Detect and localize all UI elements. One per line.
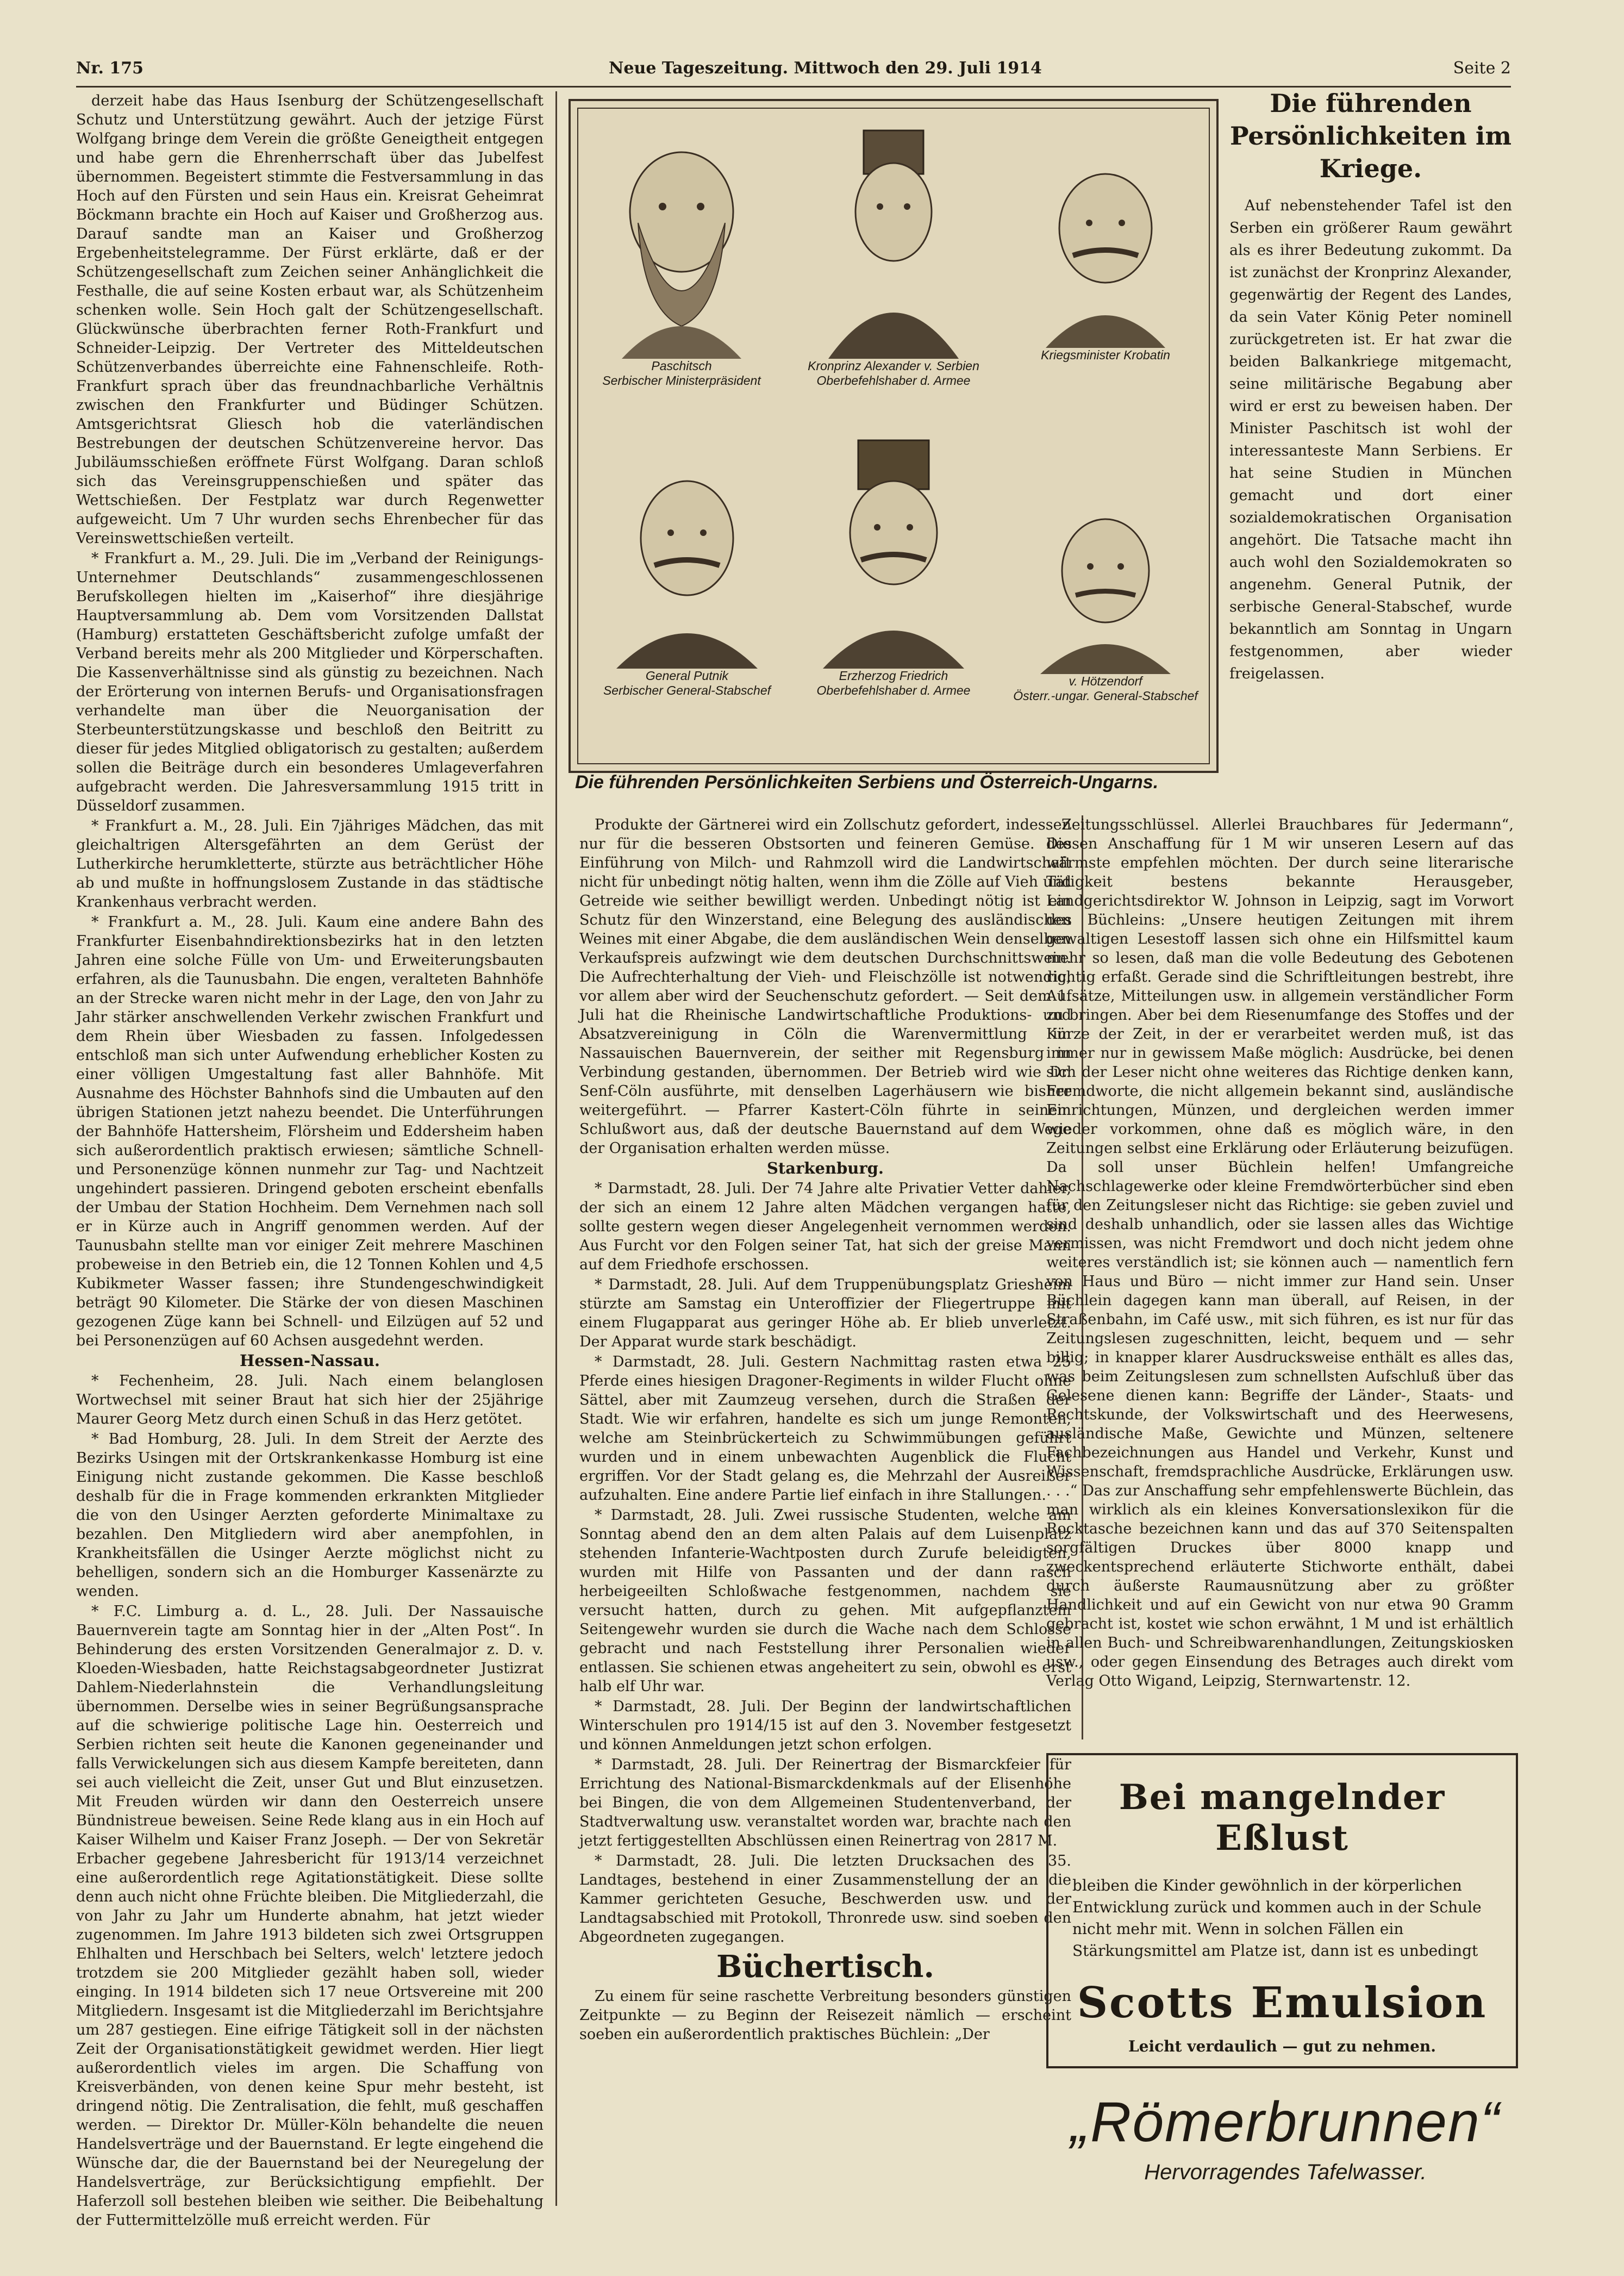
page-header bbox=[76, 59, 1511, 86]
column-divider bbox=[555, 91, 557, 2206]
article-paragraph: * Frankfurt a. M., 28. Juli. Ein 7jähriges Mädchen, das mit gleichaltrigen Altersgefährten an dem Gerüst der Lutherkirche herumkletterte, stürzte aus beträchtlicher Höhe ab und mußte in hoffnungslosem Zustande in das städtische Krankenhaus verbracht werden. bbox=[76, 818, 544, 911]
sidebar-article-title: Die führenden Persönlichkeiten im Kriege. bbox=[1229, 89, 1512, 183]
article-paragraph: * Darmstadt, 28. Juli. Der 74 Jahre alte Privatier Vetter dahier, der sich an einem 12 Jahre alten Mädchen vergangen hatte, sollte gestern wegen dieser Angelegenheit vernommen werden. Aus Furcht vor den Folgen seiner Tat, hat sich der greise Mann auf dem Friedhofe erschossen. bbox=[579, 1180, 1071, 1273]
portrait-plate bbox=[569, 99, 1219, 773]
article-paragraph: * Frankfurt a. M., 28. Juli. Kaum eine andere Bahn des Frankfurter Eisenbahndirektionsbezirks hat in den letzten Jahren eine solche Fülle von Um- und Erweiterungsbauten erfahren, als die Taunusbahn. Die engen, veralteten Bahnhöfe an der Strecke waren nicht mehr in der Lage, den von Jahr zu Jahr stärker anschwellenden Verkehr zwischen Frankfurt und dem Rhein über Wiesbaden zu fassen. Infolgedessen entschloß man sich unter Aufwendung erheblicher Kosten zu einer völligen Umgestaltung fast aller Bahnhöfe. Mit Ausnahme des Höchster Bahnhofs sind die Umbauten auf den übrigen Stationen jetzt nahezu beendet. Die Unterführungen der Bahnhöfe Hattersheim, Flörsheim und Eddersheim haben sich außerordentlich praktisch erwiesen; sämtliche Schnell- und Personenzüge können nunmehr zur Tag- und Nachtzeit ungehindert passieren. Dringend geboten erscheint ebenfalls der Umbau der Station Hochheim. Dem Vernehmen nach soll er in Kürze auch in Angriff genommen werden. Auf der Taunusbahn stellte man vor einiger Zeit mehrere Maschinen probeweise in den Betrieb ein, die 12 Tonnen Kohlen und 4,5 Kubikmeter Wasser fassen; ihre Stundengeschwindigkeit beträgt 90 Kilometer. Die Stärke der von diesen Maschinen gezogenen Züge kann bei Schnell- und Eilzügen auf 52 und bei Personenzügen auf 60 Achsen ausgedehnt werden. bbox=[76, 914, 544, 1349]
article-paragraph: * Fechenheim, 28. Juli. Nach einem belanglosen Wortwechsel mit seiner Braut hat sich hier der 25jährige Maurer Georg Metz durch einen Schuß in das Herz getötet. bbox=[76, 1373, 544, 1427]
portrait-hoetzendorf bbox=[1008, 500, 1203, 703]
article-paragraph: * Darmstadt, 28. Juli. Auf dem Truppenübungsplatz Griesheim stürzte am Samstag ein Unteroffizier der Fliegertruppe mit einem Flugapparat aus geringer Höhe ab. Er blieb unverletzt. Der Apparat wurde stark beschädigt. bbox=[579, 1276, 1071, 1350]
article-paragraph: Produkte der Gärtnerei wird ein Zollschutz gefordert, indessen nur für die besseren Obstsorten und feineren Gemüse. Die Einführung von Milch- und Rahmzoll wird die Landwirtschaft nicht für unbedingt nötig halten, wenn ihm die Zölle auf Vieh und Getreide wie seither bewilligt werden. Unbedingt nötig ist ein Schutz für den Winzerstand, eine Belegung des ausländischen Weines mit einer Abgabe, die dem ausländischen Wein denselben Verkaufspreis aufzwingt wie dem deutschen Durchschnittswein. Die Aufrechterhaltung der Vieh- und Fleischzölle ist notwendig, vor allem aber wird der Seuchenschutz gefordert. — Seit dem 1. Juli hat die Rheinische Landwirtschaftliche Produktions- und Absatzvereinigung in Cöln die Warenvermittlung im Nassauischen Bauernverein, der seither mit Regensburg in Verbindung gestanden, übernommen. Der Betrieb wird wie Dr. Senf-Cöln ausführte, mit denselben Lagerhäusern wie bisher weitergeführt. — Pfarrer Kastert-Cöln führte in seinem Schlußwort aus, daß der deutsche Bauernstand auf dem Wege der Organisation erhalten werden müsse. bbox=[579, 816, 1071, 1157]
article-paragraph: * Darmstadt, 28. Juli. Der Beginn der landwirtschaftlichen Winterschulen pro 1914/15 ist auf den 3. November festgesetzt und können Anmeldungen jetzt schon erfolgen. bbox=[579, 1698, 1071, 1753]
plate-caption: Die führenden Persönlichkeiten Serbiens und Österreich-Ungarns. bbox=[575, 772, 1159, 793]
portrait-engraving-icon bbox=[812, 120, 975, 359]
masthead: Neue Tageszeitung. Mittwoch den 29. Juli 1914 bbox=[609, 59, 1042, 78]
article-paragraph: * Bad Homburg, 28. Juli. In dem Streit der Aerzte des Bezirks Usingen mit der Ortskrankenkasse Homburg ist eine Einigung nicht zustande gekommen. Die Kasse beschloß deshalb für die in Frage kommenden erkrankten Mitglieder die von den Usinger Aerzten geforderte Minimaltaxe zu bezahlen. Den Mitgliedern wird aber anempfohlen, in Krankheitsfällen die Usinger Aerzte möglichst nicht zu behelligen, sondern sich an die Homburger Kassenärzte zu wenden. bbox=[76, 1431, 544, 1600]
article-paragraph: derzeit habe das Haus Isenburg der Schützengesellschaft Schutz und Unterstützung gewährt. Auch der jetzige Fürst Wolfgang bringe dem Verein die größte Geneigtheit entgegen und habe gern die Ehrenherrschaft über das Jubelfest übernommen. Begeistert stimmte die Festversammlung in das Hoch auf den Fürsten und sein Haus ein. Kreisrat Geheimrat Böckmann brachte ein Hoch auf Kaiser und Großherzog aus. Darauf sandte man an Kaiser und Großherzog Ergebenheitstelegramme. Der Fürst erklärte, daß er der Schützengesellschaft zum Zeichen seiner Anhänglichkeit die Festhalle, die auf seine Kosten erbaut war, als Schützenheim schenken wolle. Sein Hoch galt der Schützengesellschaft. Glückwünsche überbrachten ferner Roth-Frankfurt und Schneider-Leipzig. Der Vertreter des Mitteldeutschen Schützenverbandes überreichte eine Fahnenschleife. Roth-Frankfurt sprach über das freundnachbarliche Verhältnis zwischen den Frankfurter und Büdinger Schützen. Amtsgerichtsrat Gliesch hob die vaterländischen Bestrebungen der deutschen Schützenvereine hervor. Das Jubiläumsschießen eröffnete Fürst Wolfgang. Daran schloß sich das Vereinsgruppenschießen und später das Wettschießen. Der Festplatz war durch Regenwetter aufgeweicht. Um 7 Uhr wurden sechs Ehrenbecher für das Vereinswettschießen verteilt. bbox=[76, 92, 544, 547]
portrait-engraving-icon bbox=[1029, 500, 1182, 674]
article-paragraph: * Darmstadt, 28. Juli. Zwei russische Studenten, welche am Sonntag abend den an dem alten Palais auf dem Luisenplatz stehenden Infanterie-Wachtposten durch Zurufe beleidigten, wurden mit Hilfe von Passanten und der dann rasch herbeigeeilten Schloßwache festgenommen, nachdem sie versucht hatten, durch zu gehen. Mit aufgepflanztem Seitengewehr wurden sie durch die Wache nach dem Schlosse gebracht und nach Feststellung ihrer Personalien wieder entlassen. Sie schienen etwas angeheitert zu sein, obwohl es erst halb elf Uhr war. bbox=[579, 1507, 1071, 1695]
sidebar-article bbox=[1229, 87, 1512, 777]
portrait-friedrich bbox=[796, 429, 991, 698]
section-heading: Starkenburg. bbox=[766, 1159, 884, 1177]
issue-number: Nr. 175 bbox=[76, 59, 143, 78]
portrait-caption-name: Paschitsch bbox=[651, 359, 712, 373]
portrait-paschitsch bbox=[589, 130, 774, 388]
page-number: Seite 2 bbox=[1453, 59, 1511, 78]
column-2 bbox=[579, 815, 1071, 2250]
article-paragraph: * Frankfurt a. M., 29. Juli. Die im „Verband der Reinigungs-Unternehmer Deutschlands“ zusammengeschlossenen Berufskollegen hielten im „Kaiserhof“ ihre diesjährige Hauptversammlung ab. Dem vom Vorsitzenden Dallstat (Hamburg) erstatteten Geschäftsbericht zufolge umfaßt der Verband bereits mehr als 200 Mitglieder und Körperschaften. Die Kassenverhältnisse sind als günstig zu bezeichnen. Nach der Erörterung von internen Berufs- und Organisationsfragen verhandelte man über die Neuorganisation der Sterbeunterstützungskasse und beschloß den Beitritt zu dieser für jedes Mitglied obligatorisch zu gestalten; außerdem sollen die Beiträge durch ein besonderes Umlageverfahren aufgebracht werden. Die Jahresversammlung 1915 tritt in Düsseldorf zusammen. bbox=[76, 550, 544, 814]
portrait-caption-role: Serbischer General-Stabschef bbox=[603, 683, 771, 697]
portrait-engraving-icon bbox=[605, 457, 769, 669]
portrait-caption-role: Oberbefehlshaber d. Armee bbox=[816, 373, 971, 388]
portrait-krobatin bbox=[1013, 152, 1198, 363]
section-heading: Hessen-Nassau. bbox=[240, 1351, 380, 1370]
article-paragraph: Zu einem für seine raschette Verbreitung besonders günstigen Zeitpunkte — zu Beginn der Reisezeit nämlich — erscheint soeben ein außerordentlich praktisches Büchlein: „Der bbox=[579, 1988, 1071, 2043]
ad-brand: „Römerbrunnen“ bbox=[1070, 2091, 1501, 2154]
column-3 bbox=[1046, 815, 1514, 1739]
portrait-caption-role: Serbischer Ministerpräsident bbox=[602, 373, 761, 388]
advertisement-scotts-emulsion bbox=[1046, 1753, 1518, 2068]
article-paragraph: * F.C. Limburg a. d. L., 28. Juli. Der Nassauische Bauernverein tagte am Sonntag hier in der „Alten Post“. In Behinderung des ersten Vorsitzenden Generalmajor z. D. v. Kloeden-Wiesbaden, hatte Reichstagsabgeordneter Justizrat Dahlem-Niederlahnstein die Verhandlungsleitung übernommen. Derselbe wies in seiner Begrüßungsansprache auf die schwierige politische Lage hin. Oesterreich und Serbien richten seit heute die Kanonen gegeneinander und falls Verwickelungen sich aus diesem Kampfe bereiteten, dann sei auch vielleicht die Zeit, unser Gut und Blut einzusetzen. Mit Freuden würden wir dann den Oesterreich unsere Bündnistreue beweisen. Seine Rede klang aus in ein Hoch auf Kaiser Wilhelm und Kaiser Franz Joseph. — Der von Sekretär Erbacher gegebene Jahresbericht für 1913/14 verzeichnet eine außerordentlich rege Agitationstätigkeit. Diese sollte denn auch nicht ohne Früchte bleiben. Die Mitgliederzahl, die von Jahr zu Jahr um Hunderte abnahm, hat jetzt wieder zugenommen. Im Jahre 1913 bildeten sich zwei Ortsgruppen Ehlhalten und Herschbach bei Selters, welch' letztere jedoch trotzdem sie 200 Mitglieder gezählt haben soll, wieder einging. In 1914 bildeten sich 17 neue Ortsvereine mit 200 Mitgliedern. Insgesamt ist die Mitgliederzahl im Berichtsjahre um 287 gestiegen. Eine eifrige Tätigkeit soll in der nächsten Zeit der Organisationstätigkeit gewidmet werden. Hier liegt außerordentlich vieles im argen. Die Schaffung von Kreisverbänden, von denen keine Spur mehr besteht, ist dringend nötig. Die Zentralisation, die fehlt, muß geschaffen werden. — Direktor Dr. Müller-Köln behandelte die neuen Handelsverträge und der Bauernstand. Er legte eingehend die Wünsche dar, die der Bauernstand bei der Neuregelung der Handelsverträge, zur Berücksichtigung empfiehlt. Der Haferzoll soll bestehen bleiben wie seither. Die Beibehaltung der Futtermittelzölle muß erreicht werden. Für bbox=[76, 1603, 544, 2229]
article-paragraph: Zeitungsschlüssel. Allerlei Brauchbares für Jedermann“, dessen Anschaffung für 1 M wir unseren Lesern auf das wärmste empfehlen möchten. Der durch seine literarische Tätigkeit bestens bekannte Herausgeber, Landgerichtsdirektor W. Johnson in Leipzig, sagt im Vorwort des Büchleins: „Unsere heutigen Zeitungen mit ihrem gewaltigen Lesestoff lassen sich ohne ein Hilfsmittel kaum mehr so lesen, daß man die volle Bedeutung des Gebotenen richtig erfaßt. Gerade sind die Schriftleitungen bestrebt, ihre Aufsätze, Mitteilungen usw. in allgemein verständlicher Form zu bringen. Aber bei dem Riesenumfange des Stoffes und der Kürze der Zeit, in der er verarbeitet werden muß, ist das immer nur in gewissem Maße möglich: Ausdrücke, bei denen sich der Leser nicht ohne weiteres das Richtige denken kann, Fremdworte, die nicht allgemein bekannt sind, ausländische Einrichtungen, Münzen, und dergleichen werden immer wieder vorkommen, ohne daß es möglich wäre, in den Zeitungen selbst eine Erklärung oder Erläuterung beizufügen. Da soll unser Büchlein helfen! Umfangreiche Nachschlagewerke oder kleine Fremdwörterbücher sind eben für den Zeitungsleser nicht das Richtige: sie geben zuviel und sind deshalb unhandlich, oder sie lassen alles das Wichtige vermissen, was nicht Fremdwort und doch nicht jedem ohne weiteres verständlich ist; sie können auch — namentlich fern von Haus und Büro — nicht immer zur Hand sein. Unser Büchlein dagegen kann man überall, auf Reisen, in der Straßenbahn, im Café usw., mit sich führen, es ist nur für das Zeitungslesen zugeschnitten, leicht, bequem und — sehr billig; in knapper klarer Ausdrucksweise enthält es alles das, was beim Zeitungslesen zum schnellsten Aufschluß über das Gelesene dienen kann: Begriffe der Länder-, Staats- und Rechtskunde, der Volkswirtschaft und des Heerwesens, ausländische Maße, Gewichte und Münzen, seltenere Fachbezeichnungen aus Handel und Verkehr, Kunst und Wissenschaft, fremdsprachliche Ausdrücke, Erklärungen usw. . . .“ Das zur Anschaffung sehr empfehlenswerte Büchlein, das man wirklich als ein kleines Konversationslexikon für die Rocktasche bezeichnen kann und das auf 370 Seitenspalten sorgfältigen Druckes über 8000 knapp und zweckentsprechend erläuterte Stichworte enthält, dabei durch äußerste Raumausnützung aber zu größter Handlichkeit und auf ein Gewicht von nur etwa 90 Gramm gebracht ist, kostet wie schon erwähnt, 1 M und ist erhältlich in allen Buch- und Schreibwarenhandlungen, Zeitungskiosken usw., oder gegen Einsendung des Betrages auch direkt vom Verlag Otto Wigand, Leipzig, Sternwartenstr. 12. bbox=[1046, 816, 1514, 1689]
portrait-caption-role: Oberbefehlshaber d. Armee bbox=[816, 683, 971, 697]
ad-tagline: Leicht verdaulich — gut zu nehmen. bbox=[1128, 2037, 1436, 2055]
portrait-alexander bbox=[790, 120, 997, 388]
ad-brand: Scotts Emulsion bbox=[1077, 1978, 1488, 2028]
article-paragraph: * Darmstadt, 28. Juli. Der Reinertrag der Bismarckfeier für Errichtung des National-Bismarckdenkmals auf der Elisenhöhe bei Bingen, die von dem Allgemeinen Studentenverband, der Stadtverwaltung usw. veranstaltet worden war, brachte nach den jetzt fertiggestellten Abschlüssen einen Reinertrag von 2817 M. bbox=[579, 1756, 1071, 1849]
article-paragraph: * Darmstadt, 28. Juli. Die letzten Drucksachen des 35. Landtages, bestehend in einer Zusammenstellung der an die Kammer gerichteten Gesuche, Beschwerden usw. und der Landtagsabschied mit Protokoll, Thronrede usw. sind soeben den Abgeordneten zugegangen. bbox=[579, 1853, 1071, 1945]
section-heading-buechertisch: Büchertisch. bbox=[716, 1949, 934, 1985]
portrait-caption-name: Kriegsminister Krobatin bbox=[1041, 348, 1170, 362]
column-1 bbox=[76, 91, 544, 2229]
portrait-caption-role: Österr.-ungar. General-Stabschef bbox=[1013, 689, 1198, 703]
ad-title: Bei mangelnder Eßlust bbox=[1119, 1777, 1446, 1859]
portrait-caption-name: General Putnik bbox=[645, 669, 729, 683]
portrait-caption-name: v. Hötzendorf bbox=[1069, 674, 1142, 688]
ad-body: bleiben die Kinder gewöhnlich in der körperlichen Entwicklung zurück und kommen auch in der Schule nicht mehr mit. Wenn in solchen Fällen ein Stärkungsmittel am Platze ist, dann ist es unbedingt bbox=[1072, 1876, 1482, 1960]
portrait-engraving-icon bbox=[812, 429, 975, 669]
portrait-engraving-icon bbox=[600, 130, 763, 359]
ad-tagline: Hervorragendes Tafelwasser. bbox=[1144, 2160, 1427, 2184]
advertisement-roemerbrunnen bbox=[1057, 2090, 1514, 2226]
portrait-caption-name: Erzherzog Friedrich bbox=[839, 669, 948, 683]
portrait-putnik bbox=[589, 457, 785, 698]
portrait-caption-name: Kronprinz Alexander v. Serbien bbox=[808, 359, 979, 373]
sidebar-article-text: Auf nebenstehender Tafel ist den Serben ein größerer Raum gewährt als es ihrer Bedeutung zukommt. Da ist zunächst der Kronprinz Alexander, gegenwärtig der Regent des Landes, da sein Vater König Peter nominell zurückgetreten ist. Er hat zwar die beiden Balkankriege mitgemacht, seine militärische Begabung aber wird er erst zu beweisen haben. Der Minister Paschitsch ist wohl der interessanteste Mann Serbiens. Er hat seine Studien in München gemacht und dort einer sozialdemokratischen Organisation angehört. Die Tatsache macht ihn auch wohl den Sozialdemokraten so angenehm. General Putnik, der serbische General-Stabschef, wurde bekanntlich am Sonntag in Ungarn festgenommen, aber wieder freigelassen. bbox=[1229, 197, 1512, 682]
article-paragraph: * Darmstadt, 28. Juli. Gestern Nachmittag rasten etwa 25 Pferde eines hiesigen Dragoner-Regiments in wilder Flucht ohne Sättel, aber mit Zaumzeug versehen, durch die Straßen der Stadt. Wie wir erfahren, handelte es sich um junge Remonten, welche am Steinbrückerteich zu Schwimmübungen geführt wurden und in einem unbewachten Augenblick die Flucht ergriffen. Vor der Stadt gelang es, die Mehrzahl der Ausreißer aufzuhalten. Eine andere Partie lief einfach in ihre Stallungen. bbox=[579, 1354, 1071, 1504]
portrait-engraving-icon bbox=[1029, 152, 1182, 348]
portrait-plate-frame bbox=[577, 108, 1210, 764]
